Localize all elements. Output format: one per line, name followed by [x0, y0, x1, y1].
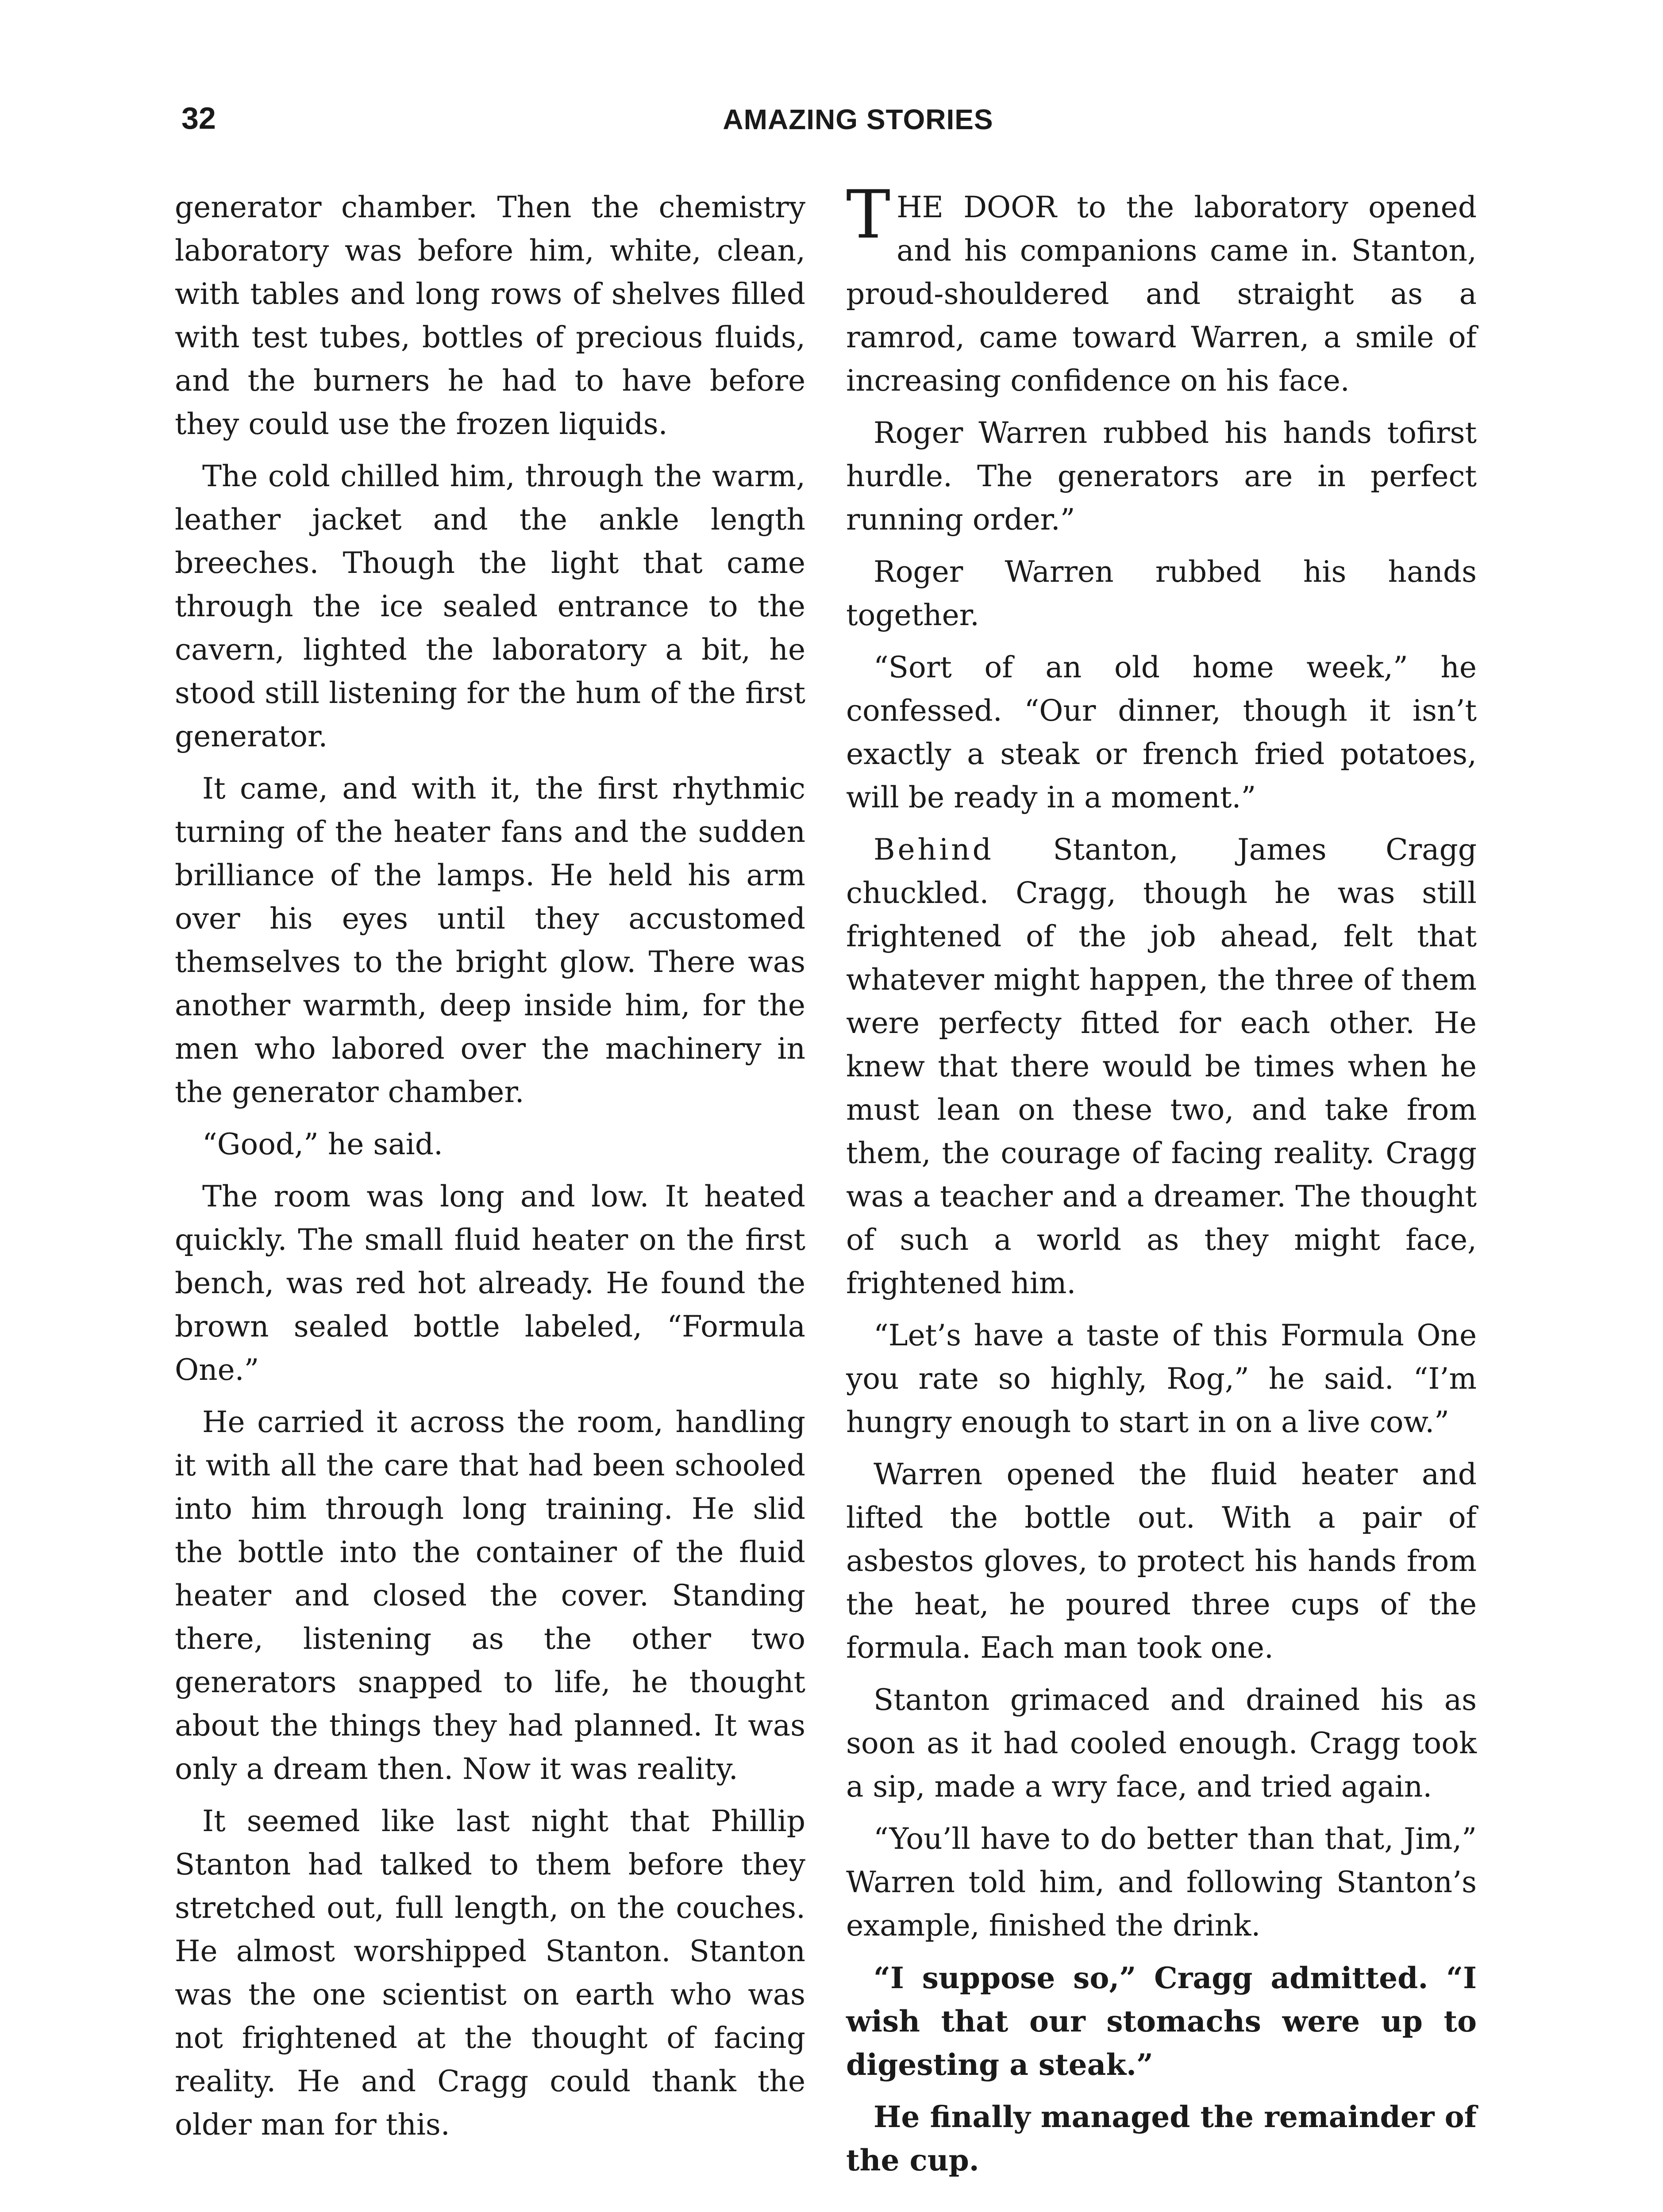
paragraph-text: Stanton, James Cragg chuckled. Cragg, though he was still frightened of the job ahead, felt that whatever might happen, the three of them were perfecty fitted for each other. He knew that there would be times when he must lean on these two, and take from them, the courage of facing reality. Cragg was a teacher and a dreamer. The thought of such a world as they might face, frightened him. [846, 833, 1477, 1300]
paragraph: Roger Warren rubbed his hands tofirst hurdle. The generators are in perfect running order.” [846, 416, 1477, 537]
paragraph: It came, and with it, the first rhythmic turning of the heater fans and the sudden brilliance of the lamps. He held his arm over his eyes until they accustomed themselves to the bright glow. There was another warmth, deep inside him, for the men who labored over the machinery in the generator chamber. [175, 772, 805, 1109]
paragraph: Roger Warren rubbed his hands together. [846, 555, 1477, 632]
opening-text: HE DOOR to the laboratory opened and his companions came in. Stanton, proud-shouldered and straight as a ramrod, came toward Warren, a smile of increasing confidence on his face. [846, 190, 1477, 398]
right-column [846, 177, 1477, 2191]
spaced-word: Behind [874, 833, 994, 867]
opening-paragraph [846, 177, 1477, 403]
paragraph: He finally managed the remainder of the cup. [846, 2100, 1477, 2177]
paragraph [846, 828, 1477, 1305]
paragraph: “I suppose so,” Cragg admitted. “I wish that our stomachs were up to digesting a steak.” [846, 1961, 1477, 2082]
paragraph: It seemed like last night that Phillip Stanton had talked to them before they stretched out, full length, on the couches. He almost worshipped Stanton. Stanton was the one scientist on earth who was not frightened at the thought of facing reality. He and Cragg could thank the older man for this. [175, 1804, 805, 2142]
paragraph: generator chamber. Then the chemistry laboratory was before him, white, clean, with tables and long rows of shelves filled with test tubes, bottles of precious fluids, and the burners he had to have before they could use the frozen liquids. [175, 190, 805, 441]
paragraph: “Good,” he said. [202, 1127, 443, 1161]
paragraph: “Let’s have a taste of this Formula One you rate so highly, Rog,” he said. “I’m hungry enough to start in on a live cow.” [846, 1318, 1477, 1439]
paragraph: “Sort of an old home week,” he confessed. “Our dinner, though it isn’t exactly a steak or french fried potatoes, will be ready in a moment.” [846, 650, 1477, 814]
paragraph: “You’ll have to do better than that, Jim,” Warren told him, and following Stanton’s example, finished the drink. [846, 1822, 1477, 1943]
drop-cap: T [846, 177, 891, 253]
paragraph: Warren opened the fluid heater and lifted the bottle out. With a pair of asbestos gloves, to protect his hands from the heat, he poured three cups of the formula. Each man took one. [846, 1457, 1477, 1665]
left-column [175, 186, 805, 2155]
paragraph: The cold chilled him, through the warm, leather jacket and the ankle length breeches. Though the light that came through the ice sealed entrance to the cavern, lighted the laboratory a bit, he stood still listening for the hum of the first generator. [175, 459, 805, 753]
paragraph: The room was long and low. It heated quickly. The small fluid heater on the first bench, was red hot already. He found the brown sealed bottle labeled, “Formula One.” [175, 1179, 805, 1387]
running-head: AMAZING STORIES [723, 104, 993, 135]
paragraph: He carried it across the room, handling it with all the care that had been schooled into him through long training. He slid the bottle into the container of the fluid heater and closed the cover. Standing there, listening as the other two generators snapped to life, he thought about the things they had planned. It was only a dream then. Now it was reality. [175, 1405, 805, 1786]
paragraph: Stanton grimaced and drained his as soon as it had cooled enough. Cragg took a sip, made a wry face, and tried again. [846, 1683, 1477, 1804]
page-number: 32 [181, 101, 216, 135]
